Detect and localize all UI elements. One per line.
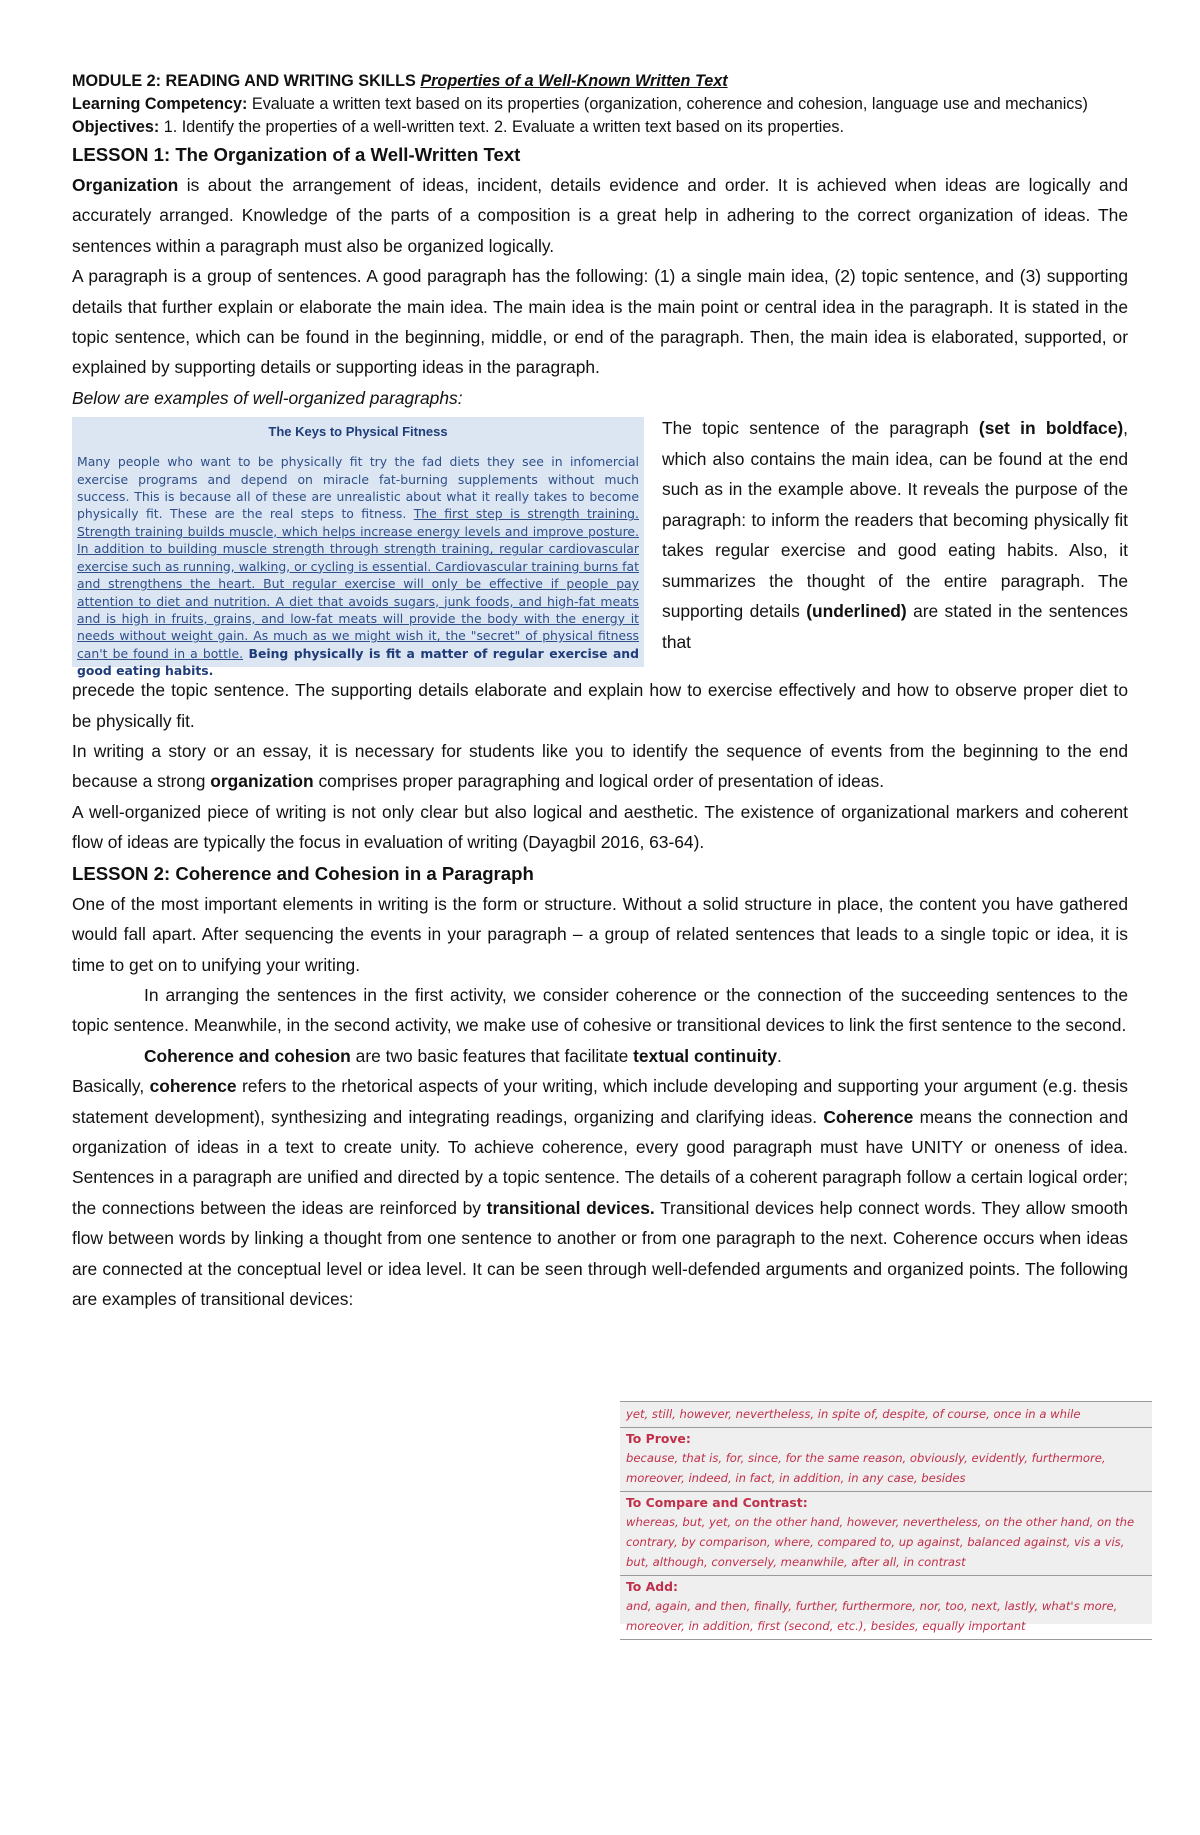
story-part-b: comprises proper paragraphing and logical order of presentation of ideas. [313,771,885,792]
objectives [72,116,1128,139]
coherence-part-c: refers to the rhetorical aspects of your writing, which include developing and supporting your argument (e.g. thesis statement development), synthesizing and integrating readings, organizing and clarifying ideas. [72,1076,1128,1127]
explanation-text [662,413,1128,657]
example-title: The Keys to Physical Fitness [268,424,448,440]
transition-contrast-items: yet, still, however, nevertheless, in spite of, despite, of course, once in a while [626,1407,1081,1421]
lesson2-paragraph-structure: One of the most important elements in writing is the form or structure. Without a solid structure in place, the content you have gathered would fall apart. After sequencing the events in your paragraph – a group of related sentences that leads to a single topic or idea, it is time to get on to unifying your writing. [72,893,1128,975]
transition-group-heading: To Add: [626,1579,678,1594]
lesson1-paragraph-story [72,736,1128,797]
objectives-label: Objectives: [72,118,160,136]
organization-term-2: organization [210,771,314,792]
module-line [72,70,1128,93]
transition-group-heading: To Prove: [626,1431,691,1446]
coherence-part-g: Transitional devices help connect words. They allow smooth flow between words by linking a thought from one sentence to another or from one paragraph to the next. Coherence occurs when ideas are connected at the conceptual level or idea level. It can be seen through well-defended arguments and organized points. The following are examples of transitional devices: [72,1197,1128,1309]
coherence-cohesion-term: Coherence and cohesion [144,1045,351,1066]
lesson2-paragraph-features [72,1041,1128,1071]
coherence-part-a: Basically, [72,1076,150,1097]
transition-row [620,1402,1152,1428]
explanation-part-c: , which also contains the main idea, can be found at the end such as in the example above. It reveals the purpose of the paragraph: to inform the readers that becoming physically fit takes regular exercise and good eating habits. Also, it summarizes the thought of the entire paragraph. The supporting details [662,418,1128,622]
competency-label: Learning Competency: [72,95,248,113]
lesson2-paragraph-coherence [72,1071,1128,1314]
transition-group-heading: To Compare and Contrast: [626,1495,808,1510]
transition-row [620,1492,1152,1576]
example-paragraph-box [72,417,644,679]
transition-group-items: and, again, and then, finally, further, furthermore, nor, too, next, lastly, what's more, moreover, in addition, first (second, etc.), besides, equally important [626,1599,1118,1633]
objectives-text: 1. Identify the properties of a well-written text. 2. Evaluate a written text based on its properties. [159,118,845,136]
transition-row [620,1428,1152,1492]
lesson1-heading: LESSON 1: The Organization of a Well-Written Text [72,144,521,165]
transition-group-items: because, that is, for, since, for the same reason, obviously, evidently, furthermore, moreover, indeed, in fact, in addition, in any case, besides [626,1451,1106,1485]
transitional-devices-table [620,1401,1152,1633]
lesson1-paragraph-definition: A paragraph is a group of sentences. A good paragraph has the following: (1) a single main idea, (2) topic sentence, and (3) supporting details that further explain or elaborate the main idea. The main idea is the main point or central idea in the paragraph. It is stated in the topic sentence, which can be found in the beginning, middle, or end of the paragraph. Then, the main idea is elaborated, supported, or explained by supporting details or supporting ideas in the paragraph. [72,266,1128,378]
coherence-term: coherence [149,1076,237,1097]
examples-intro-text: Below are examples of well-organized paragraphs: [72,387,463,408]
example-supporting-details: The first step is strength training. Strength training builds muscle, which helps increase energy levels and improve posture. In addition to building muscle strength through strength training, regular cardiovascular exercise such as running, walking, or cycling is essential. Cardiovascular training burns fat and strengthens the heart. But regular exercise will only be effective if people pay attention to diet and nutrition. A diet that avoids sugars, junk foods, and high-fat meats and is high in fruits, grains, and low-fat meats will provide the body with the energy it needs without weight gain. As much as we might wish it, the "secret" of physical fitness can't be found in a bottle. [77,506,639,661]
lesson2-paragraph-arranging: In arranging the sentences in the first activity, we consider coherence or the connection of the succeeding sentences to the topic sentence. Meanwhile, in the second activity, we make use of cohesive or transitional devices to link the first sentence to the second. [72,984,1128,1036]
examples-intro [72,383,1128,413]
document-page [72,70,1128,1314]
lesson1-paragraph-well-organized: A well-organized piece of writing is not only clear but also logical and aesthetic. The existence of organizational markers and coherent flow of ideas are typically the focus in evaluation of writing (Dayagbil 2016, 63-64). [72,801,1128,853]
explanation-underlined-note: (underlined) [806,601,907,622]
lesson1-paragraph-organization [72,170,1128,261]
coherence-term-2: Coherence [823,1106,914,1127]
explanation-part-e: are stated in the sentences that [662,601,1129,652]
learning-competency [72,93,1128,116]
module-label: MODULE 2: READING AND WRITING SKILLS [72,72,421,90]
explanation-boldface-note: (set in boldface) [978,418,1124,439]
coherence-part-e: means the connection and organization of ideas in a text to create unity. To achieve coherence, every good paragraph must have UNITY or oneness of idea. Sentences in a paragraph are unified and directed by a topic sentence. The details of a coherent paragraph follow a certain logical order; the connections between the ideas are reinforced by [72,1106,1128,1218]
transitional-devices-term: transitional devices. [486,1197,655,1218]
example-topic-sentence: Being physically is fit a matter of regular exercise and good eating habits. [77,645,639,679]
example-section [72,413,1129,679]
transition-group-items: whereas, but, yet, on the other hand, however, nevertheless, on the other hand, on the contrary, by comparison, where, compared to, up against, balanced against, vis a vis, but, although, conversely, meanwhile, after all, in contrast [626,1515,1135,1569]
story-part-a: In writing a story or an essay, it is necessary for students like you to identify the sequence of events from the beginning to the end because a strong [72,741,1128,792]
module-title: Properties of a Well-Known Written Text [420,72,728,90]
competency-text: Evaluate a written text based on its properties (organization, coherence and cohesion, language use and mechanics) [247,95,1088,113]
example-intro-sentences: Many people who want to be physically fit try the fad diets they see in infomercial exercise programs and depend on miracle fat-burning supplements without much success. This is because all of these are unrealistic about what it really takes to become physically fit. These are the real steps to fitness. [77,454,639,522]
lesson2-heading: LESSON 2: Coherence and Cohesion in a Paragraph [72,862,534,884]
organization-definition: is about the arrangement of ideas, incident, details evidence and order. It is achieved when ideas are logically and accurately arranged. Knowledge of the parts of a composition is a great help in adhering to the correct organization of ideas. The sentences within a paragraph must also be organized logically. [72,175,1128,256]
explanation-part-a: The topic sentence of the paragraph [662,418,979,439]
explanation-continued: precede the topic sentence. The supporting details elaborate and explain how to exercise effectively and how to observe proper diet to be physically fit. [72,680,1128,731]
transition-row [620,1576,1152,1640]
features-text: are two basic features that facilitate [350,1045,634,1066]
example-explanation [662,413,1128,657]
features-end: . [777,1045,782,1066]
textual-continuity-term: textual continuity [633,1045,778,1066]
organization-term: Organization [72,175,179,195]
example-body [77,453,639,679]
